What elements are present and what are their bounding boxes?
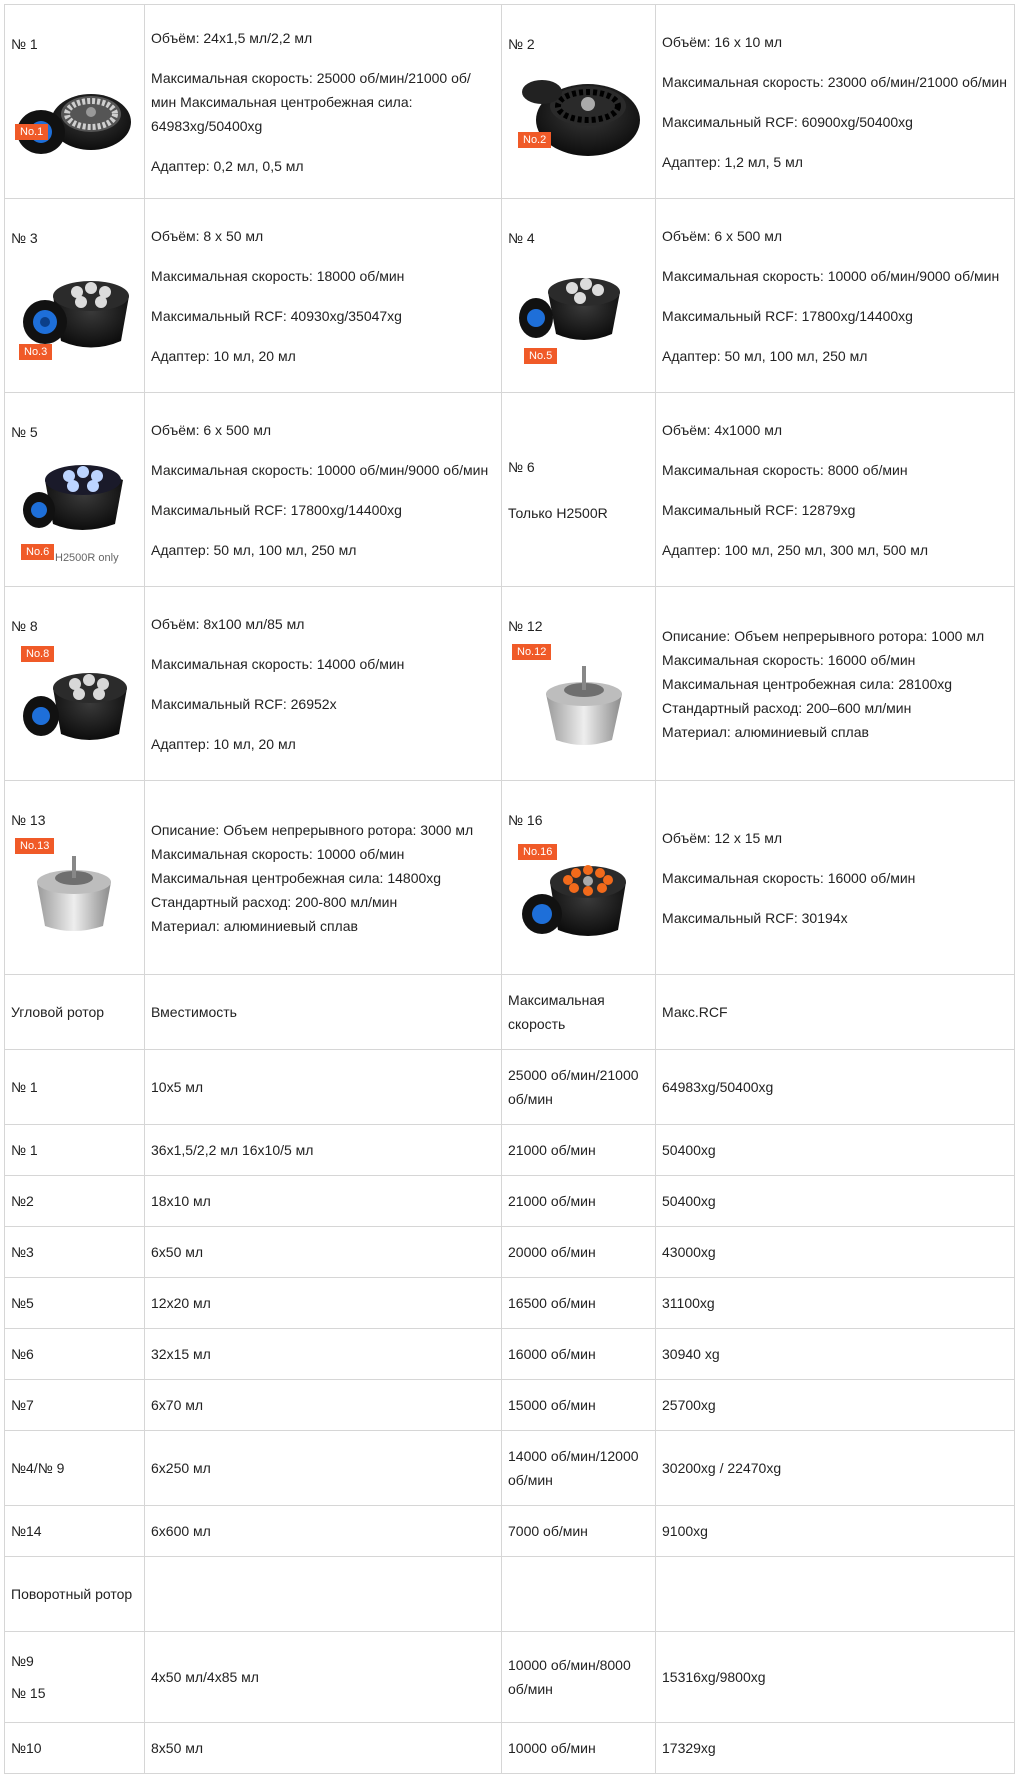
- rotor-badge: No.13: [15, 838, 54, 854]
- spec-line: Максимальная скорость: 10000 об/мин/9000 об/мин: [151, 461, 489, 478]
- spec-line: Объём: 24x1,5 мл/2,2 мл: [151, 29, 313, 46]
- rotor-badge: No.2: [518, 132, 551, 148]
- rotor-number: № 15: [11, 1685, 46, 1701]
- rotor-spec-table: [4, 4, 1015, 1774]
- table-cell: 50400xg: [656, 1125, 1015, 1176]
- spec-line: Максимальная скорость: 25000 об/мин/21000 об/мин Максимальная центробежная сила: 64983xg/50400xg: [151, 69, 471, 134]
- rotor-number: № 6: [508, 458, 535, 475]
- rotor-image: [11, 256, 137, 366]
- table-cell: 21000 об/мин: [502, 1176, 656, 1227]
- spec-line: Максимальный RCF: 30194x: [662, 909, 848, 926]
- spec-line: Адаптер: 50 мл, 100 мл, 250 мл: [151, 541, 357, 558]
- rotor-specs: [145, 587, 502, 781]
- table-cell: 6x50 мл: [145, 1227, 502, 1278]
- table-row: [5, 1723, 1015, 1774]
- table-row: [5, 1227, 1015, 1278]
- rotor-image: [508, 256, 634, 366]
- rotor-specs: [656, 5, 1015, 199]
- table-cell: 15316xg/9800xg: [656, 1632, 1015, 1723]
- table-cell: 20000 об/мин: [502, 1227, 656, 1278]
- table-cell: [5, 1632, 145, 1723]
- table-cell: 36x1,5/2,2 мл 16x10/5 мл: [145, 1125, 502, 1176]
- spec-line: Максимальный RCF: 40930xg/35047xg: [151, 307, 402, 324]
- desc-line: Материал: алюминиевый сплав: [662, 723, 869, 740]
- rotor-number: № 8: [11, 617, 38, 634]
- header-cell: Вместимость: [145, 975, 502, 1050]
- table-cell: №7: [5, 1380, 145, 1431]
- rotor-badge: No.16: [518, 844, 557, 860]
- rotor-specs: [656, 199, 1015, 393]
- rotor-note: H2500R only: [55, 551, 119, 564]
- spec-line: Максимальный RCF: 17800xg/14400xg: [151, 501, 402, 518]
- rotor-number: № 1: [11, 35, 38, 52]
- rotor-cell-13: [5, 781, 145, 975]
- rotor-note: Только H2500R: [508, 504, 608, 521]
- header-cell: Угловой ротор: [5, 975, 145, 1050]
- rotor-image: [508, 62, 634, 172]
- rotor-cell-8: [5, 587, 145, 781]
- spec-line: Максимальная скорость: 23000 об/мин/21000 об/мин: [662, 73, 1007, 90]
- spec-line: Адаптер: 10 мл, 20 мл: [151, 735, 296, 752]
- desc-line: Максимальная центробежная сила: 28100xg: [662, 675, 953, 692]
- table-cell: 30200xg / 22470xg: [656, 1431, 1015, 1506]
- table-header-row: [5, 975, 1015, 1050]
- table-cell: №5: [5, 1278, 145, 1329]
- table-cell: 7000 об/мин: [502, 1506, 656, 1557]
- rotor-row: [5, 587, 1015, 781]
- rotor-number: №9: [11, 1653, 34, 1669]
- spec-line: Адаптер: 100 мл, 250 мл, 300 мл, 500 мл: [662, 541, 928, 558]
- header-cell: Максимальная скорость: [502, 975, 656, 1050]
- desc-line: Максимальная центробежная сила: 14800xg: [151, 869, 442, 886]
- spec-line: Максимальная скорость: 10000 об/мин/9000 об/мин: [662, 267, 1000, 284]
- table-cell: 16000 об/мин: [502, 1329, 656, 1380]
- rotor-cell-5: [5, 393, 145, 587]
- desc-line: Стандартный расход: 200–600 мл/мин: [662, 699, 912, 716]
- table-cell: 6x600 мл: [145, 1506, 502, 1557]
- spec-line: Адаптер: 1,2 мл, 5 мл: [662, 153, 803, 170]
- rotor-badge: No.8: [21, 646, 54, 662]
- table-cell: 32x15 мл: [145, 1329, 502, 1380]
- spec-line: Максимальный RCF: 12879xg: [662, 501, 856, 518]
- rotor-image: [508, 644, 634, 754]
- spec-line: Объём: 12 x 15 мл: [662, 829, 782, 846]
- rotor-cell-12: [502, 587, 656, 781]
- spec-line: Объём: 16 x 10 мл: [662, 33, 782, 50]
- spec-line: Объём: 6 x 500 мл: [151, 421, 271, 438]
- table-cell: 21000 об/мин: [502, 1125, 656, 1176]
- desc-line: Материал: алюминиевый сплав: [151, 917, 358, 934]
- rotor-specs: [145, 199, 502, 393]
- rotor-cell-16: [502, 781, 656, 975]
- table-row: [5, 1431, 1015, 1506]
- table-cell: [656, 1557, 1015, 1632]
- spec-line: Объём: 6 x 500 мл: [662, 227, 782, 244]
- rotor-number: № 12: [508, 617, 543, 634]
- rotor-image: [11, 838, 137, 948]
- rotor-specs: [656, 781, 1015, 975]
- spec-line: Адаптер: 50 мл, 100 мл, 250 мл: [662, 347, 868, 364]
- rotor-cell-3: [5, 199, 145, 393]
- rotor-number: № 5: [11, 423, 38, 440]
- table-section-row: [5, 1557, 1015, 1632]
- section-heading: Поворотный ротор: [5, 1557, 145, 1632]
- spec-line: Объём: 4x1000 мл: [662, 421, 782, 438]
- rotor-image: [11, 644, 137, 754]
- rotor-row: [5, 393, 1015, 587]
- rotor-badge: No.12: [512, 644, 551, 660]
- rotor-number: № 3: [11, 229, 38, 246]
- desc-line: Описание: Объем непрерывного ротора: 1000 мл Максимальная скорость: 16000 об/мин: [662, 627, 985, 668]
- spec-line: Адаптер: 10 мл, 20 мл: [151, 347, 296, 364]
- rotor-number: № 4: [508, 229, 535, 246]
- table-cell: 43000xg: [656, 1227, 1015, 1278]
- table-row: [5, 1050, 1015, 1125]
- table-cell: 16500 об/мин: [502, 1278, 656, 1329]
- table-row: [5, 1380, 1015, 1431]
- table-cell: 15000 об/мин: [502, 1380, 656, 1431]
- table-row: [5, 1125, 1015, 1176]
- desc-line: Стандартный расход: 200-800 мл/мин: [151, 893, 398, 910]
- table-cell: 14000 об/мин/12000 об/мин: [502, 1431, 656, 1506]
- rotor-number: № 2: [508, 35, 535, 52]
- table-cell: 10x5 мл: [145, 1050, 502, 1125]
- table-cell: 10000 об/мин: [502, 1723, 656, 1774]
- table-cell: № 1: [5, 1125, 145, 1176]
- table-cell: [145, 1557, 502, 1632]
- table-cell: №4/№ 9: [5, 1431, 145, 1506]
- table-cell: №3: [5, 1227, 145, 1278]
- table-cell: 31100xg: [656, 1278, 1015, 1329]
- table-cell: №10: [5, 1723, 145, 1774]
- table-row: [5, 1176, 1015, 1227]
- rotor-cell-6: [502, 393, 656, 587]
- table-cell: 30940 xg: [656, 1329, 1015, 1380]
- table-cell: 9100xg: [656, 1506, 1015, 1557]
- rotor-row: [5, 781, 1015, 975]
- table-cell: 50400xg: [656, 1176, 1015, 1227]
- rotor-row: [5, 199, 1015, 393]
- spec-line: Максимальный RCF: 26952x: [151, 695, 337, 712]
- spec-line: Максимальный RCF: 17800xg/14400xg: [662, 307, 913, 324]
- rotor-specs: [656, 393, 1015, 587]
- rotor-badge: No.5: [524, 348, 557, 364]
- spec-line: Адаптер: 0,2 мл, 0,5 мл: [151, 157, 304, 174]
- rotor-specs: [145, 5, 502, 199]
- table-row: [5, 1632, 1015, 1723]
- table-cell: № 1: [5, 1050, 145, 1125]
- table-cell: [502, 1557, 656, 1632]
- spec-line: Максимальная скорость: 18000 об/мин: [151, 267, 405, 284]
- desc-line: Описание: Объем непрерывного ротора: 3000 мл Максимальная скорость: 10000 об/мин: [151, 821, 474, 862]
- rotor-number: № 16: [508, 811, 543, 828]
- table-cell: №2: [5, 1176, 145, 1227]
- header-cell: Макс.RCF: [656, 975, 1015, 1050]
- table-cell: 6x70 мл: [145, 1380, 502, 1431]
- rotor-badge: No.6: [21, 544, 54, 560]
- table-row: [5, 1506, 1015, 1557]
- table-cell: №14: [5, 1506, 145, 1557]
- table-cell: 25000 об/мин/21000 об/мин: [502, 1050, 656, 1125]
- rotor-description: [145, 781, 502, 975]
- rotor-cell-1: [5, 5, 145, 199]
- spec-line: Максимальный RCF: 60900xg/50400xg: [662, 113, 913, 130]
- rotor-image: [508, 838, 634, 948]
- table-cell: 10000 об/мин/8000 об/мин: [502, 1632, 656, 1723]
- rotor-row: [5, 5, 1015, 199]
- rotor-specs: [145, 393, 502, 587]
- spec-line: Объём: 8x100 мл/85 мл: [151, 615, 305, 632]
- rotor-badge: No.3: [19, 344, 52, 360]
- table-cell: 12x20 мл: [145, 1278, 502, 1329]
- rotor-image: [11, 450, 137, 564]
- rotor-cell-2: [502, 5, 656, 199]
- rotor-badge: No.1: [15, 124, 48, 140]
- table-cell: 6x250 мл: [145, 1431, 502, 1506]
- table-cell: 18x10 мл: [145, 1176, 502, 1227]
- spec-line: Максимальная скорость: 14000 об/мин: [151, 655, 405, 672]
- spec-line: Максимальная скорость: 8000 об/мин: [662, 461, 908, 478]
- rotor-image: [11, 62, 137, 172]
- table-cell: 8x50 мл: [145, 1723, 502, 1774]
- table-row: [5, 1329, 1015, 1380]
- rotor-number: № 13: [11, 811, 46, 828]
- rotor-description: [656, 587, 1015, 781]
- table-cell: 17329xg: [656, 1723, 1015, 1774]
- spec-line: Максимальная скорость: 16000 об/мин: [662, 869, 916, 886]
- rotor-cell-4: [502, 199, 656, 393]
- table-cell: 64983xg/50400xg: [656, 1050, 1015, 1125]
- table-cell: 25700xg: [656, 1380, 1015, 1431]
- table-row: [5, 1278, 1015, 1329]
- spec-line: Объём: 8 x 50 мл: [151, 227, 264, 244]
- table-cell: 4x50 мл/4x85 мл: [145, 1632, 502, 1723]
- table-cell: №6: [5, 1329, 145, 1380]
